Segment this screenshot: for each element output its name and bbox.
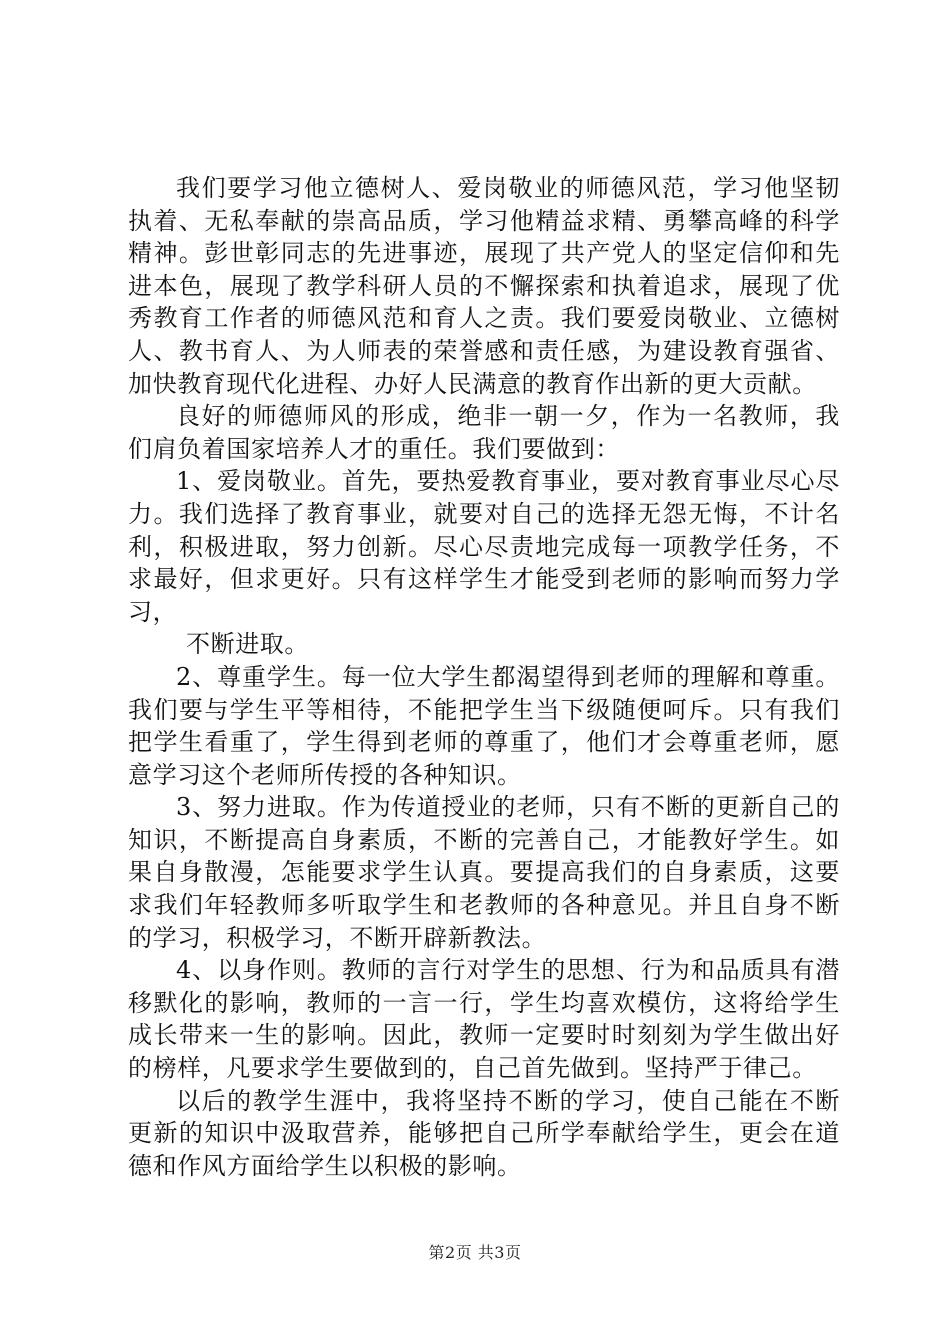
document-body — [128, 172, 840, 1182]
paragraph-1: 我们要学习他立德树人、爱岗敬业的师德风范，学习他坚韧执着、无私奉献的崇高品质，学习他精益求精、勇攀高峰的科学精神。彭世彰同志的先进事迹，展现了共产党人的坚定信仰和先进本色，展现了教学科研人员的不懈探索和执着追求，展现了优秀教育工作者的师德风范和育人之责。我们要爱岗敬业、立德树人、教书育人、为人师表的荣誉感和责任感，为建设教育强省、加快教育现代化进程、办好人民满意的教育作出新的更大贡献。 — [128, 174, 840, 398]
paragraph-8: 以后的教学生涯中，我将坚持不断的学习，使自己能在不断更新的知识中汲取营养，能够把自己所学奉献给学生，更会在道德和作风方面给学生以积极的影响。 — [128, 1086, 840, 1180]
paragraph-6: 3、努力进取。作为传道授业的老师，只有不断的更新自己的知识，不断提高自身素质，不断的完善自己，才能教好学生。如果自身散漫，怎能要求学生认真。要提高我们的自身素质，这要求我们年轻教师多听取学生和老教师的各种意见。并且自身不断的学习，积极学习，不断开辟新教法。 — [128, 793, 840, 952]
paragraph-5: 2、尊重学生。每一位大学生都渴望得到老师的理解和尊重。我们要与学生平等相待，不能把学生当下级随便呵斥。只有我们把学生看重了，学生得到老师的尊重了，他们才会尊重老师，愿意学习这个老师所传授的各种知识。 — [128, 662, 840, 789]
paragraph-2: 良好的师德师风的形成，绝非一朝一夕，作为一名教师，我们肩负着国家培养人才的重任。我们要做到： — [128, 402, 840, 463]
paragraph-7: 4、以身作则。教师的言行对学生的思想、行为和品质具有潜移默化的影响，教师的一言一行，学生均喜欢模仿，这将给学生成长带来一生的影响。因此，教师一定要时时刻刻为学生做出好的榜样，凡要求学生要做到的，自己首先做到。坚持严于律己。 — [128, 956, 840, 1083]
page-number-footer: 第2页 共3页 — [428, 1243, 522, 1262]
paragraph-3: 1、爱岗敬业。首先，要热爱教育事业，要对教育事业尽心尽力。我们选择了教育事业，就要对自己的选择无怨无悔，不计名利，积极进取，努力创新。尽心尽责地完成每一项教学任务，不求最好，但求更好。只有这样学生才能受到老师的影响而努力学习， — [128, 467, 840, 626]
paragraph-4: 不断进取。 — [186, 630, 309, 659]
